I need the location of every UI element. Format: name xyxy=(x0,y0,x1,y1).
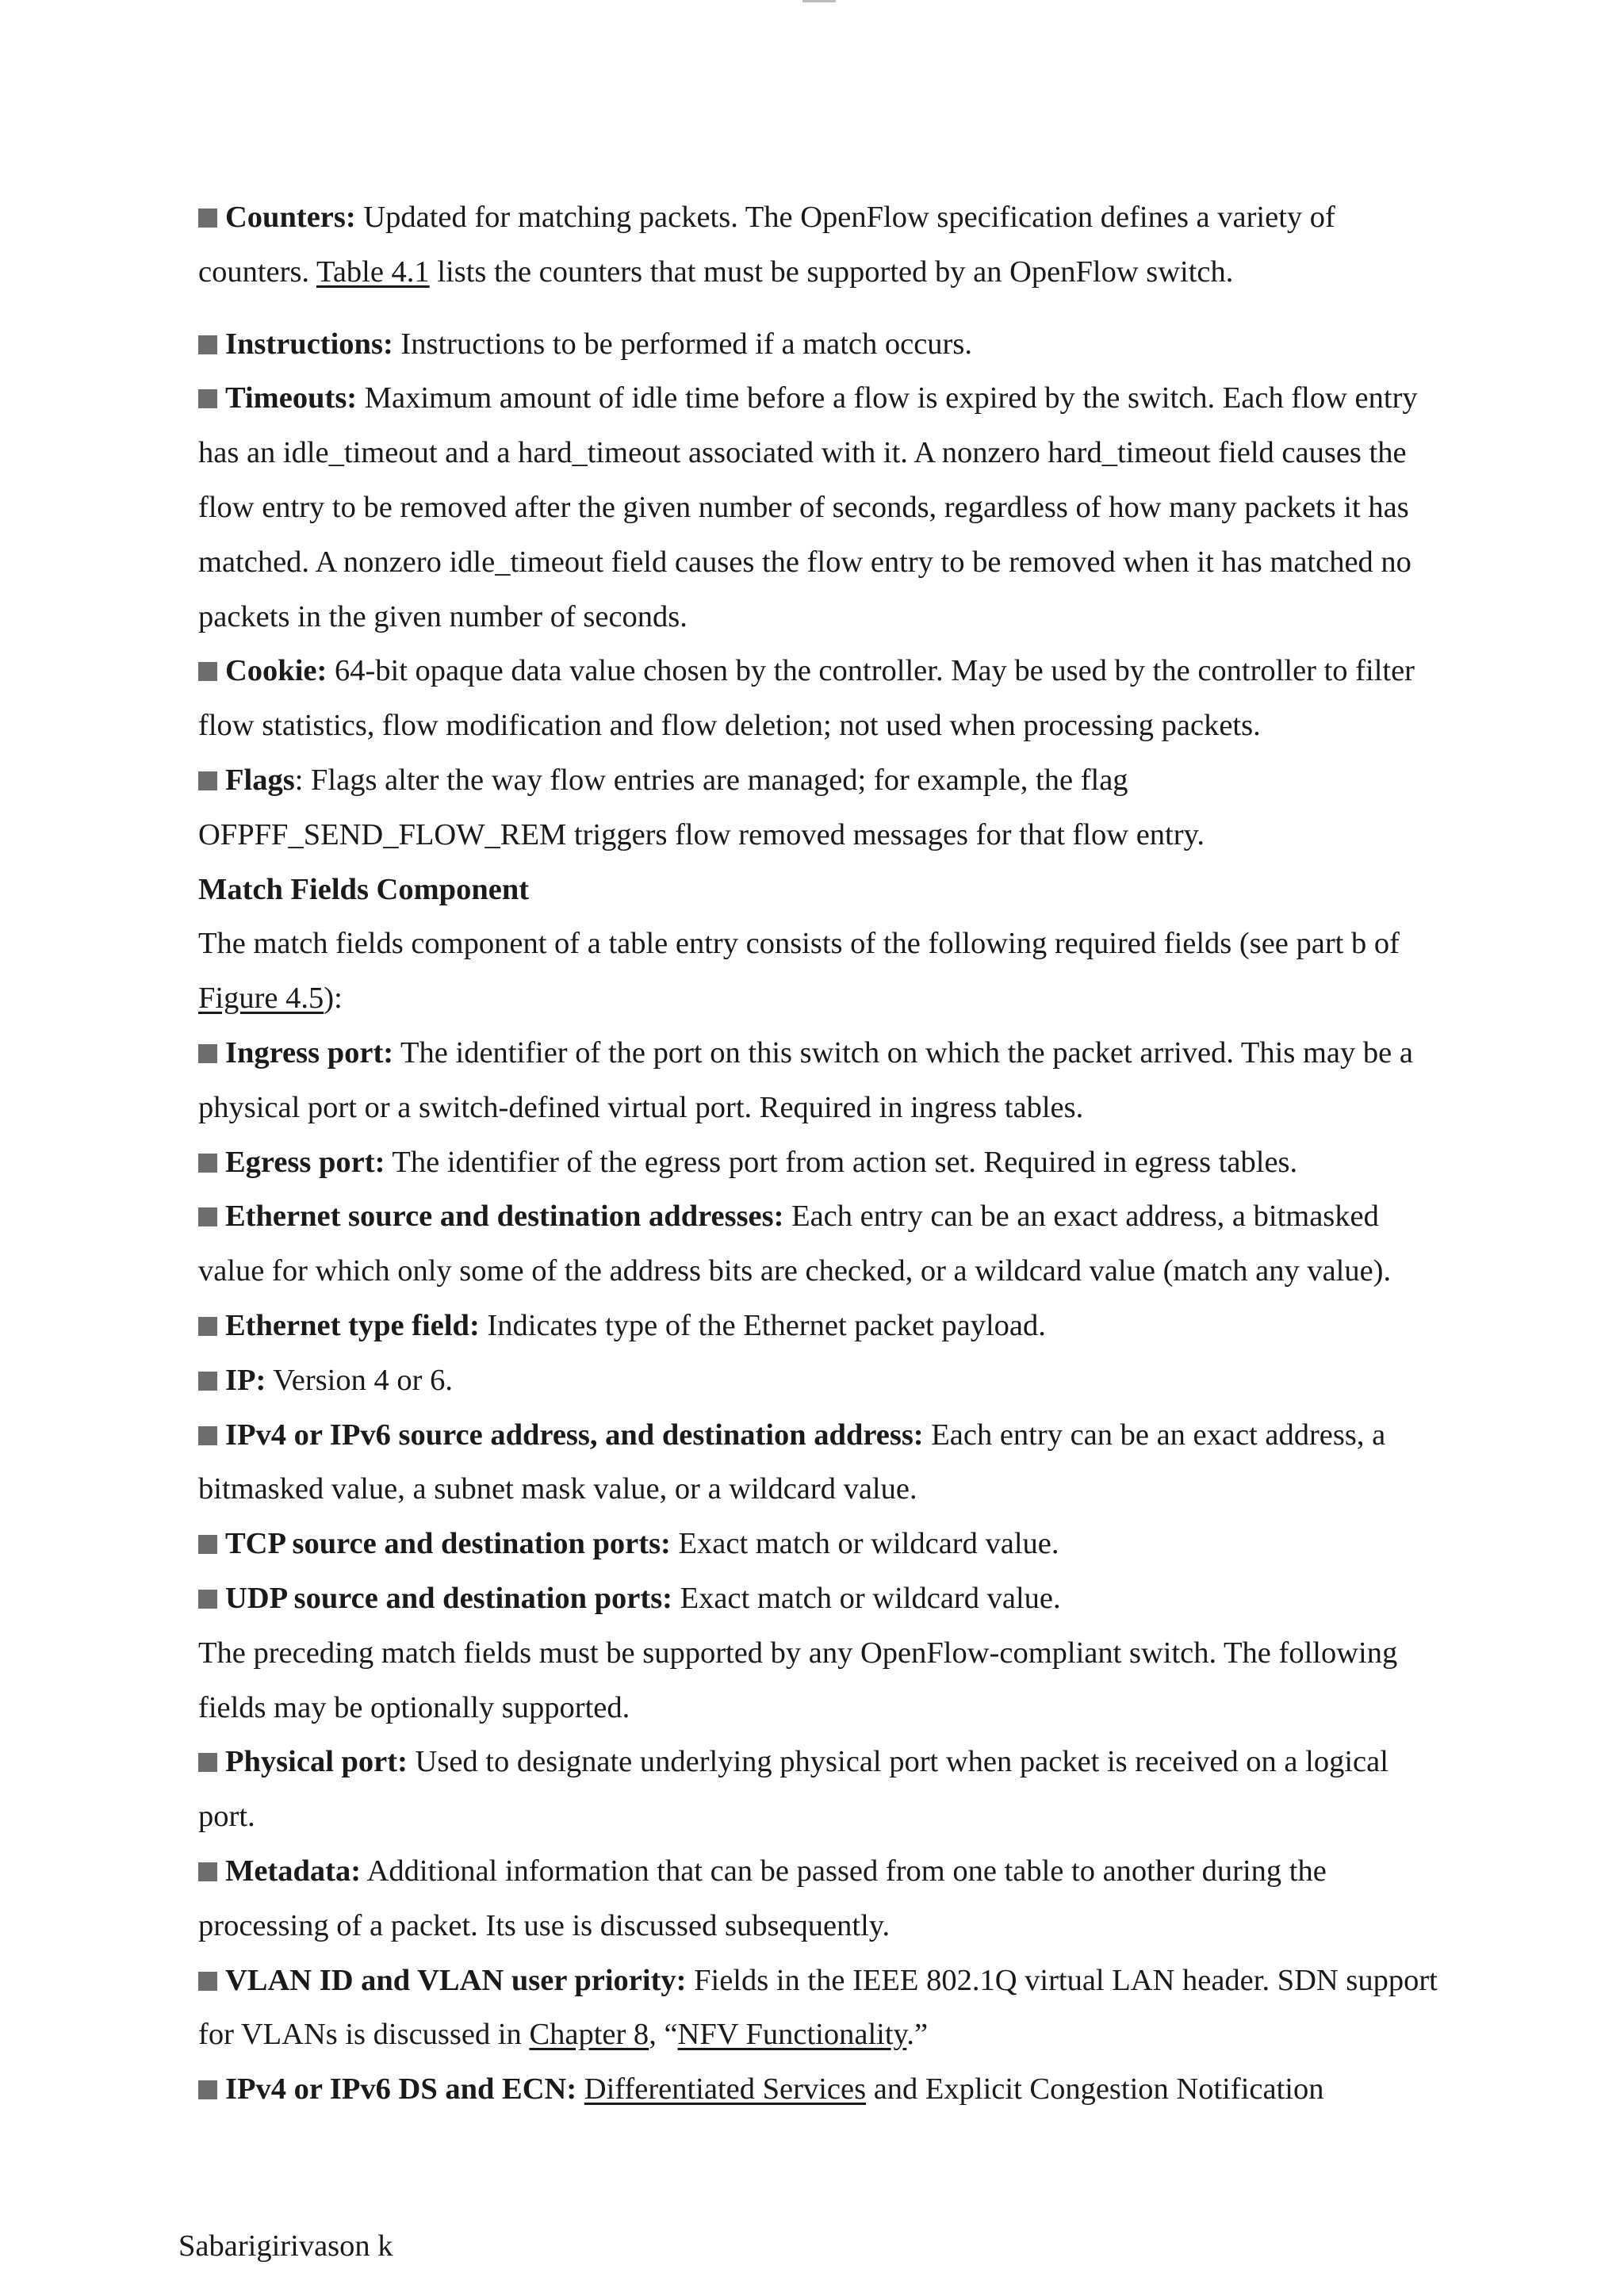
item-text: 64-bit opaque data value chosen by the controller. May be used by the controller to filter flow statistics, flow modification and flow deletion; not used when processing packets. xyxy=(198,654,1415,743)
square-bullet-icon xyxy=(198,1044,217,1063)
field-text: The identifier of the port on this switch on which the packet arrived. This may be a physical port or a switch-defined virtual port. Required in ingress tables. xyxy=(198,1035,1413,1124)
term-label: IPv4 or IPv6 source address, and destination address: xyxy=(225,1418,924,1452)
field-udp-ports xyxy=(198,1571,1451,1626)
field-text: Fields in the IEEE 802.1Q virtual LAN header. SDN support for VLANs is discussed in xyxy=(198,1963,1438,2052)
field-egress-port xyxy=(198,1135,1451,1190)
item-flags xyxy=(198,753,1451,863)
term-label: VLAN ID and VLAN user priority: xyxy=(225,1963,687,1997)
optional-intro: The preceding match fields must be supported by any OpenFlow-compliant switch. The following fields may be optionally supported. xyxy=(198,1636,1398,1724)
item-text: : Flags alter the way flow entries are managed; for example, the flag OFPFF_SEND_FLOW_REM triggers flow removed messages for that flow entry. xyxy=(198,763,1205,851)
field-text: The identifier of the egress port from action set. Required in egress tables. xyxy=(385,1145,1298,1179)
term-label: Ingress port: xyxy=(225,1035,394,1070)
item-cookie xyxy=(198,644,1451,753)
term-label: Flags xyxy=(225,763,295,797)
term-label: Timeouts: xyxy=(225,381,358,415)
square-bullet-icon xyxy=(198,1535,217,1554)
field-ethernet-addresses xyxy=(198,1189,1451,1299)
field-tcp-ports xyxy=(198,1517,1451,1571)
square-bullet-icon xyxy=(198,1317,217,1336)
field-text: Used to designate underlying physical port when packet is received on a logical port. xyxy=(198,1745,1388,1834)
field-text: , “ xyxy=(649,2018,678,2052)
document-body xyxy=(198,190,1451,2117)
field-ip xyxy=(198,1353,1451,1408)
square-bullet-icon xyxy=(198,1753,217,1772)
term-label: TCP source and destination ports: xyxy=(225,1527,671,1561)
field-text: Exact match or wildcard value. xyxy=(670,1527,1059,1561)
square-bullet-icon xyxy=(198,1207,217,1226)
field-text: Version 4 or 6. xyxy=(266,1363,453,1397)
page-footer: Sabarigirivason k xyxy=(178,2229,393,2263)
term-label: IP: xyxy=(225,1363,266,1397)
term-label: Counters: xyxy=(225,201,356,234)
table-link[interactable]: Table 4.1 xyxy=(316,254,430,289)
item-counters xyxy=(198,190,1451,300)
field-text xyxy=(576,2072,584,2106)
item-text: Instructions to be performed if a match occurs. xyxy=(393,327,972,361)
term-label: Instructions: xyxy=(225,327,393,361)
term-label: Egress port: xyxy=(225,1145,385,1179)
square-bullet-icon xyxy=(198,1590,217,1609)
field-text: and Explicit Congestion Notification xyxy=(866,2072,1324,2107)
term-label: IPv4 or IPv6 DS and ECN: xyxy=(225,2072,577,2107)
field-ethernet-type xyxy=(198,1299,1451,1353)
field-metadata xyxy=(198,1844,1451,1954)
item-text: Updated for matching packets. The OpenFlow specification defines a variety of counters. xyxy=(198,201,1335,289)
square-bullet-icon xyxy=(198,1372,217,1391)
intro-text: The match fields component of a table entry consists of the following required fields (see part b of xyxy=(198,927,1400,961)
top-page-mark xyxy=(802,0,836,2)
figure-link[interactable]: Figure 4.5 xyxy=(198,982,324,1016)
intro-text: ): xyxy=(324,982,343,1016)
field-text: Each entry can be an exact address, a bitmasked value, a subnet mask value, or a wildcard value. xyxy=(198,1418,1386,1506)
field-text: Exact match or wildcard value. xyxy=(672,1581,1061,1615)
square-bullet-icon xyxy=(198,1154,217,1173)
field-ingress-port xyxy=(198,1026,1451,1135)
term-label: Ethernet source and destination addresses: xyxy=(225,1200,784,1234)
term-label: UDP source and destination ports: xyxy=(225,1581,673,1615)
item-instructions xyxy=(198,317,1451,372)
section-heading: Match Fields Component xyxy=(198,872,530,906)
item-text: Maximum amount of idle time before a flow is expired by the switch. Each flow entry has an idle_timeout and a hard_timeout associated with it. A nonzero hard_timeout field causes the flow entry to be removed after the given number of seconds, regardless of how many packets it has matched. A nonzero idle_timeout field causes the flow entry to be removed when it has matched no packets in the given number of seconds. xyxy=(198,381,1418,633)
square-bullet-icon xyxy=(198,209,217,228)
field-physical-port xyxy=(198,1735,1451,1844)
field-text: Additional information that can be passed from one table to another during the processing of a packet. Its use is discussed subsequently. xyxy=(198,1854,1327,1942)
square-bullet-icon xyxy=(198,335,217,354)
field-text: Each entry can be an exact address, a bitmasked value for which only some of the address bits are checked, or a wildcard value (match any value). xyxy=(198,1200,1392,1288)
term-label: Physical port: xyxy=(225,1745,408,1779)
field-vlan xyxy=(198,1954,1451,2063)
square-bullet-icon xyxy=(198,2080,217,2099)
chapter-link[interactable]: Chapter 8 xyxy=(529,2018,649,2052)
square-bullet-icon xyxy=(198,662,217,681)
square-bullet-icon xyxy=(198,1426,217,1445)
square-bullet-icon xyxy=(198,1972,217,1991)
field-text: .” xyxy=(906,2018,929,2052)
item-timeouts xyxy=(198,371,1451,644)
item-text: lists the counters that must be supported by an OpenFlow switch. xyxy=(429,254,1234,289)
differentiated-services-link[interactable]: Differentiated Services xyxy=(584,2072,867,2107)
match-fields-intro xyxy=(198,916,1451,1026)
term-label: Ethernet type field: xyxy=(225,1308,480,1342)
term-label: Metadata: xyxy=(225,1854,362,1888)
field-text: Indicates type of the Ethernet packet payload. xyxy=(479,1308,1046,1342)
term-label: Cookie: xyxy=(225,654,327,688)
square-bullet-icon xyxy=(198,389,217,408)
square-bullet-icon xyxy=(198,771,217,790)
field-ds-ecn xyxy=(198,2062,1451,2117)
field-ip-addresses xyxy=(198,1408,1451,1517)
nfv-functionality-link[interactable]: NFV Functionality xyxy=(677,2018,907,2052)
square-bullet-icon xyxy=(198,1862,217,1881)
